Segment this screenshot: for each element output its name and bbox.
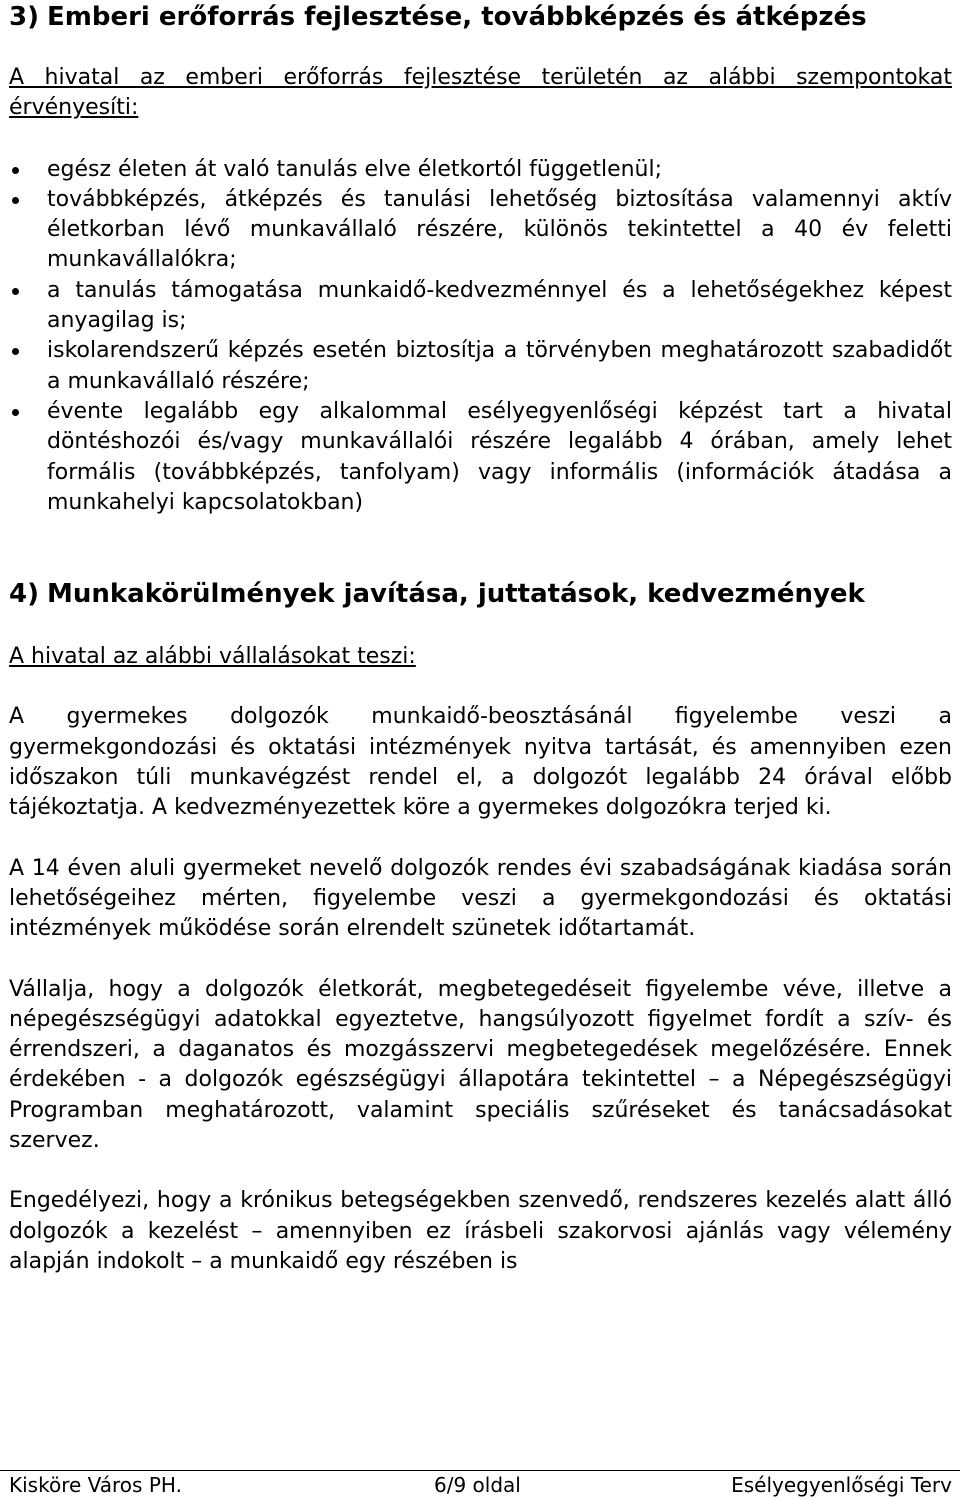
bullet-item: továbbképzés, átképzés és tanulási lehetőség biztosítása valamennyi aktív életkorban lévő munkavállaló részére, különös tekintettel a 40 év feletti munkavállalókra; [9, 185, 952, 276]
section-3-number: 3) [9, 2, 39, 32]
section-3-title: Emberi erőforrás fejlesztése, továbbképzés és átképzés [47, 2, 867, 32]
section-3-bullet-list [9, 155, 952, 519]
section-4-number: 4) [9, 579, 39, 610]
bullet-item: évente legalább egy alkalommal esélyegyenlőségi képzést tart a hivatal döntéshozói és/vagy munkavállalói részére legalább 4 órában, amely lehet formális (továbbképzés, tanfolyam) vagy informális (információk átadása a munkahelyi kapcsolatokban) [9, 397, 952, 518]
document-page [9, 0, 952, 1277]
bullet-item: iskolarendszerű képzés esetén biztosítja a törvényben meghatározott szabadidőt a munkavállaló részére; [9, 336, 952, 397]
section-4-paragraph: Engedélyezi, hogy a krónikus betegségekben szenvedő, rendszeres kezelés alatt álló dolgozók a kezelést – amennyiben ez írásbeli szakorvosi ajánlás vagy vélemény alapján indokolt – a munkaidő egy részében is [9, 1188, 952, 1274]
section-4-heading [9, 577, 952, 612]
section-4-intro: A hivatal az alábbi vállalásokat teszi: [9, 644, 416, 670]
section-3-intro: A hivatal az emberi erőforrás fejlesztése területén az alábbi szempontokat érvényesíti: [9, 65, 952, 121]
section-4-paragraph: A gyermekes dolgozók munkaidő-beosztásánál figyelembe veszi a gyermekgondozási és oktatási intézmények nyitva tartását, és amennyiben ezen időszakon túli munkavégzést rendel el, a dolgozót legalább 24 órával előbb tájékoztatja. A kedvezményezettek köre a gyermekes dolgozókra terjed ki. [9, 704, 952, 821]
section-4-paragraph: A 14 éven aluli gyermeket nevelő dolgozók rendes évi szabadságának kiadása során lehetőségeihez mérten, figyelembe veszi a gyermekgondozási és oktatási intézmények működése során elrendelt szünetek időtartamát. [9, 855, 952, 942]
section-4-title: Munkakörülmények javítása, juttatások, kedvezmények [47, 579, 865, 610]
bullet-item: egész életen át való tanulás elve életkortól függetlenül; [9, 155, 952, 185]
footer-right: Esélyegyenlőségi Terv [731, 1473, 952, 1497]
page-footer [0, 1470, 960, 1500]
section-4-paragraph: Vállalja, hogy a dolgozók életkorát, megbetegedéseit figyelembe véve, illetve a népegészségügyi adatokkal egyeztetve, hangsúlyozott figyelmet fordít a szív- és érrendszeri, a daganatos és mozgásszervi megbetegedések megelőzésére. Ennek érdekében - a dolgozók egészségügyi állapotára tekintettel – a Népegészségügyi Programban meghatározott, valamint speciális szűréseket és tanácsadásokat szervez. [9, 976, 952, 1154]
footer-left: Kisköre Város PH. [9, 1473, 182, 1497]
footer-page-number: 6/9 oldal [434, 1473, 521, 1497]
section-3-heading [9, 0, 952, 35]
bullet-item: a tanulás támogatása munkaidő-kedvezménnyel és a lehetőségekhez képest anyagilag is; [9, 276, 952, 337]
